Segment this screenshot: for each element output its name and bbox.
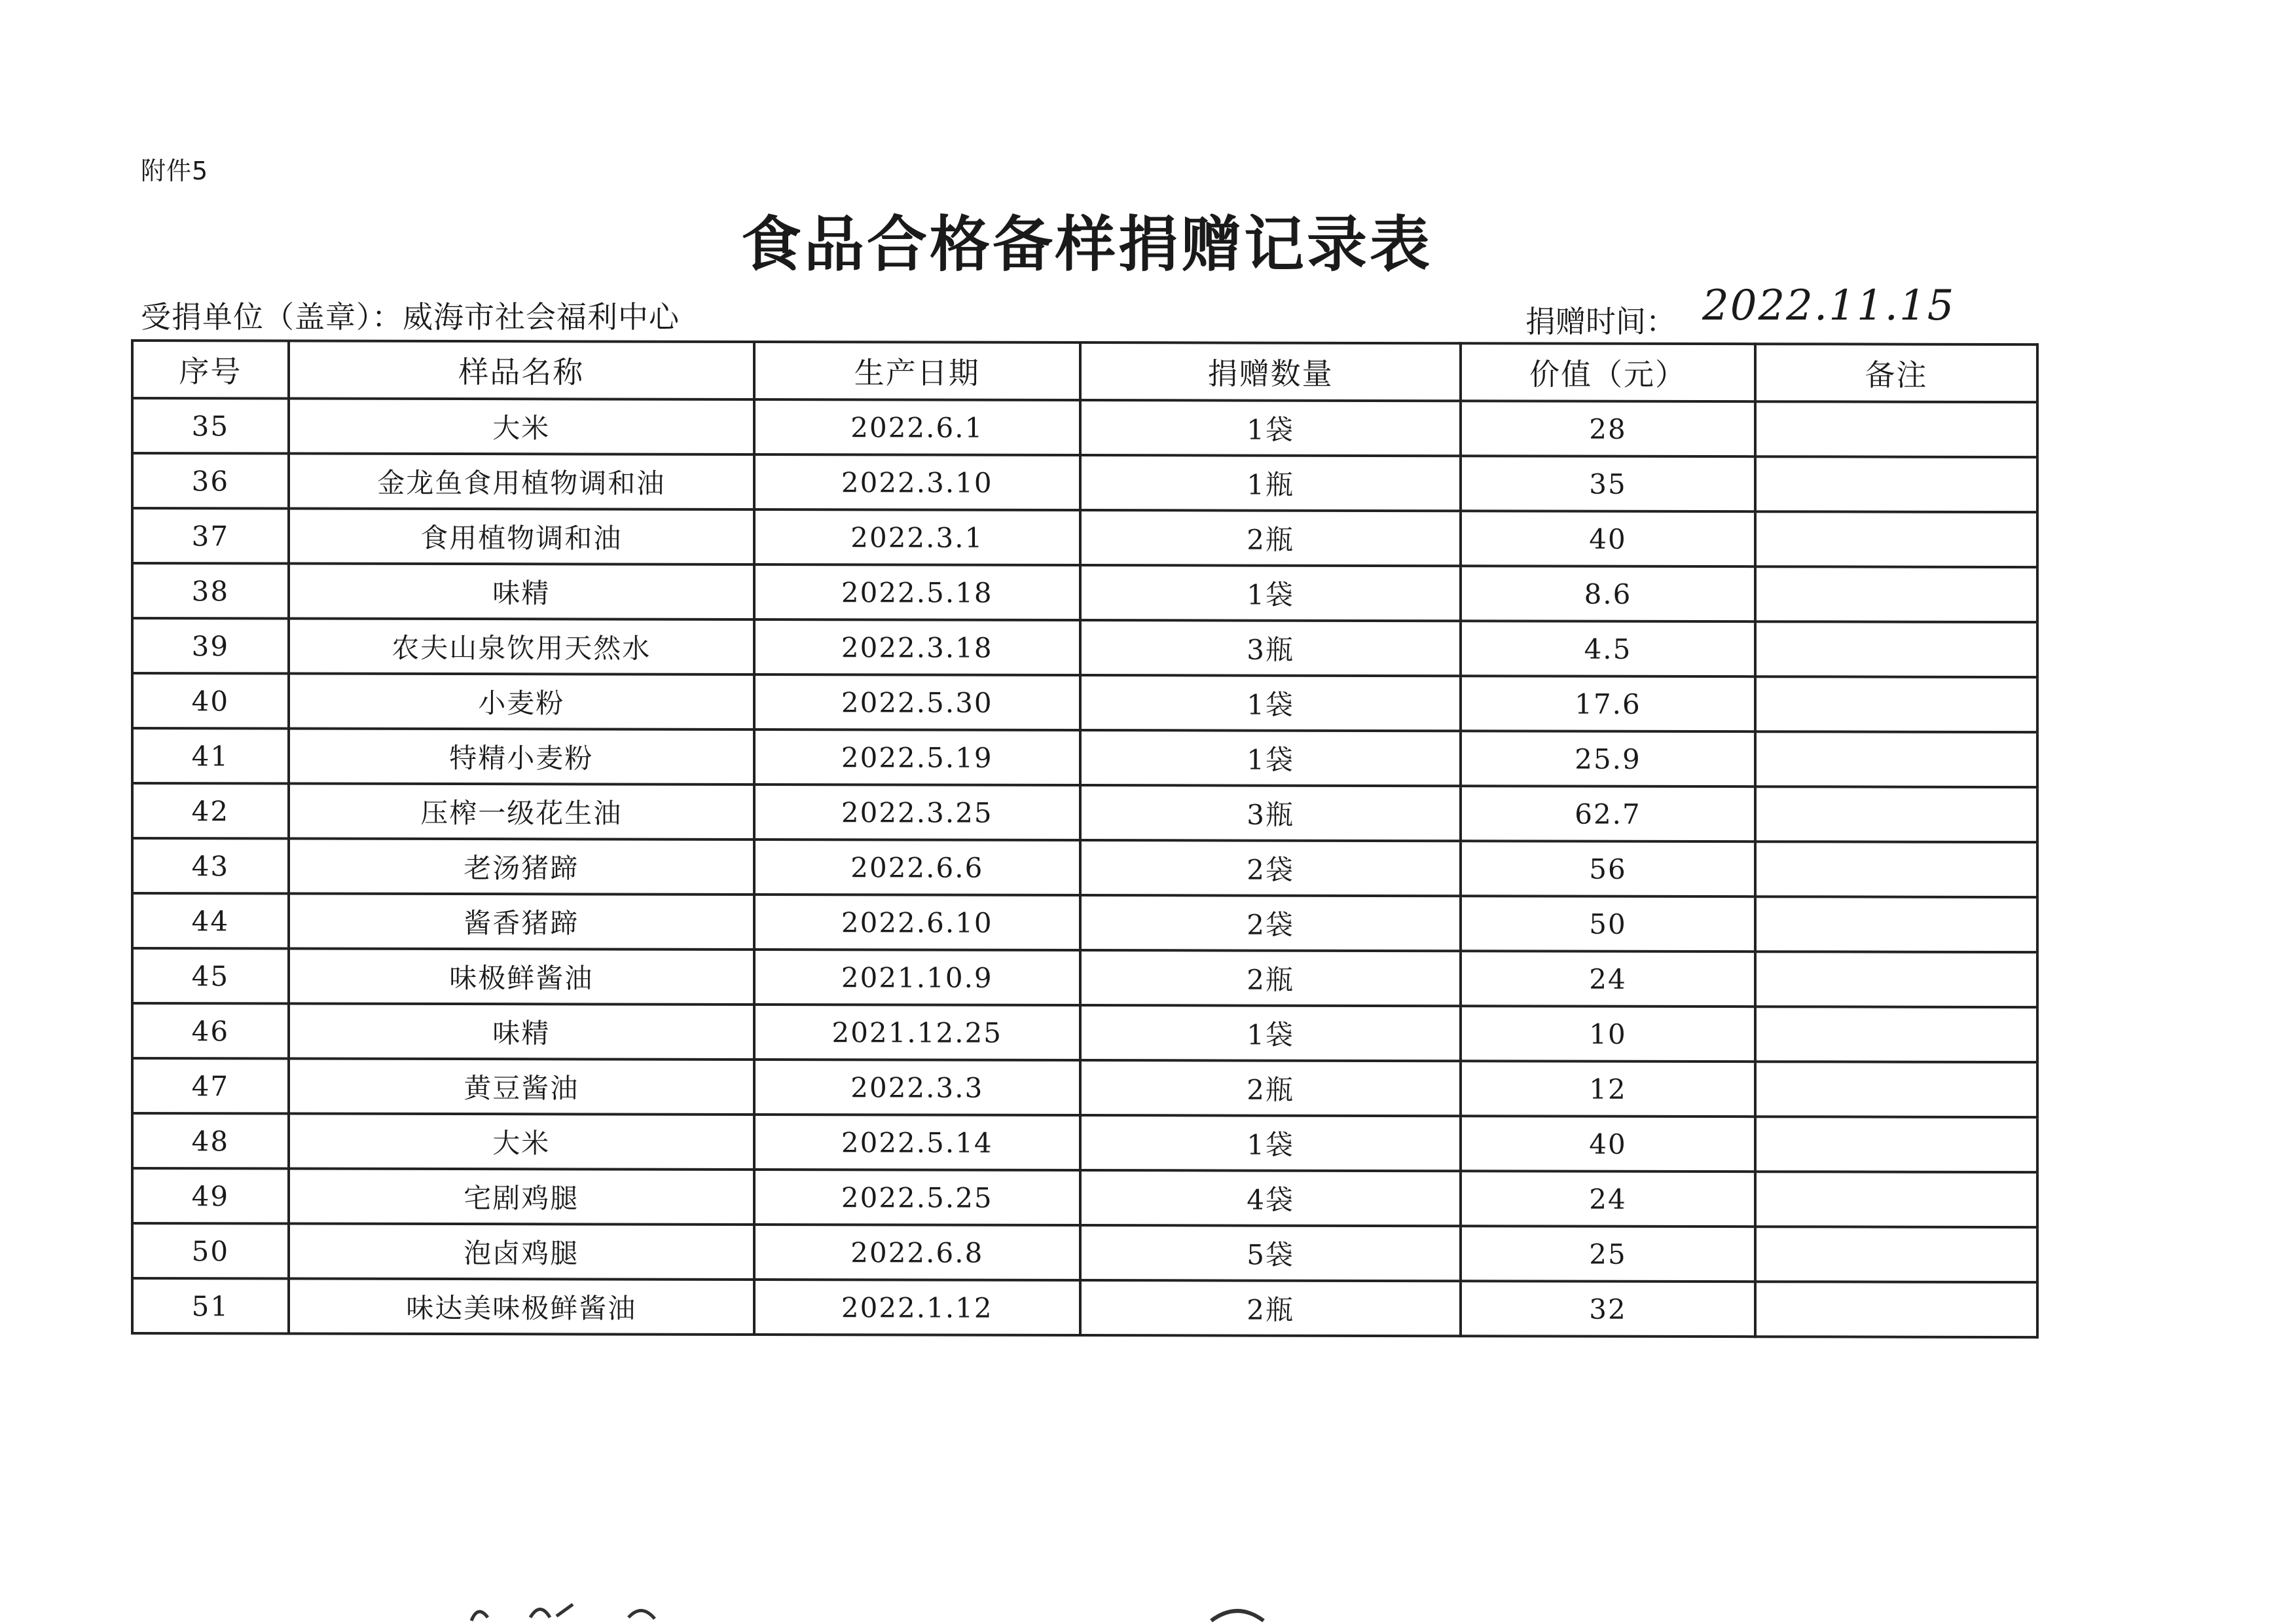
cell-remarks xyxy=(1755,1061,2037,1117)
table-row xyxy=(132,563,2037,622)
cell-value: 4.5 xyxy=(1461,621,1755,676)
document-title: 食品合格备样捐赠记录表 xyxy=(740,210,1432,280)
cell-serial: 38 xyxy=(132,563,289,619)
cell-value: 50 xyxy=(1461,896,1755,951)
cell-remarks xyxy=(1755,676,2037,732)
cell-quantity: 2瓶 xyxy=(1080,510,1461,566)
donation-records-table xyxy=(131,339,2039,1338)
cell-sample-name: 小麦粉 xyxy=(289,674,754,729)
table-row xyxy=(132,783,2037,842)
cell-serial: 41 xyxy=(132,728,289,784)
cell-serial: 49 xyxy=(132,1168,289,1224)
cell-production-date: 2022.5.18 xyxy=(754,564,1080,620)
cell-serial: 46 xyxy=(132,1003,289,1059)
column-header-quantity: 捐赠数量 xyxy=(1080,342,1461,401)
cell-serial: 36 xyxy=(132,453,289,509)
cell-value: 25.9 xyxy=(1461,731,1755,786)
cell-production-date: 2022.3.25 xyxy=(754,784,1080,840)
cell-serial: 35 xyxy=(132,398,289,454)
cell-sample-name: 压榨一级花生油 xyxy=(289,784,754,840)
cell-remarks xyxy=(1755,1172,2037,1227)
table-row xyxy=(132,673,2037,732)
table-row xyxy=(132,508,2037,567)
cell-serial: 40 xyxy=(132,673,289,729)
cell-remarks xyxy=(1755,401,2037,457)
cell-value: 40 xyxy=(1461,511,1755,566)
cell-quantity: 1袋 xyxy=(1080,730,1461,786)
cell-value: 24 xyxy=(1461,951,1755,1006)
cell-value: 25 xyxy=(1461,1226,1755,1282)
table-row xyxy=(132,1003,2037,1062)
attachment-label: 附件5 xyxy=(141,157,209,185)
cell-serial: 42 xyxy=(132,783,289,839)
cell-sample-name: 农夫山泉饮用天然水 xyxy=(289,619,754,674)
cell-value: 40 xyxy=(1461,1116,1755,1172)
table-row xyxy=(132,1223,2037,1282)
cell-remarks xyxy=(1755,896,2037,952)
cell-value: 28 xyxy=(1461,401,1755,456)
cell-sample-name: 大米 xyxy=(289,399,754,454)
cell-quantity: 2瓶 xyxy=(1080,950,1461,1006)
cell-production-date: 2022.6.6 xyxy=(754,840,1080,895)
cell-quantity: 2袋 xyxy=(1080,840,1461,896)
cell-value: 24 xyxy=(1461,1171,1755,1227)
cell-quantity: 2袋 xyxy=(1080,895,1461,951)
table-body xyxy=(132,398,2037,1337)
cell-quantity: 2瓶 xyxy=(1080,1060,1461,1116)
cell-value: 10 xyxy=(1461,1006,1755,1061)
column-header-sample-name: 样品名称 xyxy=(289,341,754,399)
cell-production-date: 2022.6.10 xyxy=(754,895,1080,950)
cell-sample-name: 老汤猪蹄 xyxy=(289,839,754,895)
cell-remarks xyxy=(1755,1227,2037,1282)
cell-production-date: 2022.3.10 xyxy=(754,454,1080,510)
cell-remarks xyxy=(1755,621,2037,677)
table-row xyxy=(132,1113,2037,1172)
cell-sample-name: 食用植物调和油 xyxy=(289,509,754,564)
cell-remarks xyxy=(1755,511,2037,567)
donation-time-label: 捐赠时间： xyxy=(1525,304,1676,339)
cell-quantity: 2瓶 xyxy=(1080,1280,1461,1336)
cell-quantity: 3瓶 xyxy=(1080,620,1461,676)
cell-production-date: 2022.5.30 xyxy=(754,674,1080,730)
cell-quantity: 1瓶 xyxy=(1080,455,1461,511)
column-header-serial: 序号 xyxy=(132,341,289,399)
column-header-value: 价值（元） xyxy=(1461,343,1755,401)
cell-quantity: 3瓶 xyxy=(1080,785,1461,841)
table-row xyxy=(132,398,2037,457)
table-row xyxy=(132,453,2037,512)
cell-serial: 50 xyxy=(132,1223,289,1279)
cell-serial: 43 xyxy=(132,838,289,894)
table-row xyxy=(132,838,2037,897)
cell-serial: 39 xyxy=(132,618,289,674)
cell-serial: 44 xyxy=(132,893,289,949)
cell-quantity: 1袋 xyxy=(1080,1115,1461,1171)
cell-production-date: 2022.5.19 xyxy=(754,729,1080,785)
cell-quantity: 1袋 xyxy=(1080,675,1461,731)
cell-remarks xyxy=(1755,786,2037,842)
cell-quantity: 1袋 xyxy=(1080,400,1461,456)
cell-value: 32 xyxy=(1461,1281,1755,1337)
handwritten-donation-date: 2022.11.15 xyxy=(1702,282,1956,330)
table-row xyxy=(132,893,2037,952)
cell-remarks xyxy=(1755,731,2037,787)
cell-serial: 37 xyxy=(132,508,289,564)
cell-remarks xyxy=(1755,456,2037,512)
cell-remarks xyxy=(1755,841,2037,897)
cell-value: 12 xyxy=(1461,1061,1755,1116)
cell-production-date: 2022.3.3 xyxy=(754,1060,1080,1115)
cell-remarks xyxy=(1755,951,2037,1007)
cell-value: 17.6 xyxy=(1461,676,1755,731)
cell-serial: 48 xyxy=(132,1113,289,1169)
cell-sample-name: 泡卤鸡腿 xyxy=(289,1224,754,1280)
cell-remarks xyxy=(1755,1116,2037,1172)
recipient-unit: 受捐单位（盖章）：威海市社会福利中心 xyxy=(141,299,680,335)
cell-value: 35 xyxy=(1461,456,1755,511)
cell-sample-name: 味精 xyxy=(289,564,754,619)
column-header-production-date: 生产日期 xyxy=(754,342,1080,400)
cell-production-date: 2022.3.18 xyxy=(754,619,1080,675)
table-header-row xyxy=(132,341,2037,402)
cell-sample-name: 宅剧鸡腿 xyxy=(289,1169,754,1225)
cell-remarks xyxy=(1755,1006,2037,1062)
cell-sample-name: 味达美味极鲜酱油 xyxy=(289,1279,754,1335)
table-row xyxy=(132,948,2037,1007)
cell-serial: 45 xyxy=(132,948,289,1004)
cell-serial: 47 xyxy=(132,1058,289,1114)
table-row xyxy=(132,1168,2037,1227)
column-header-remarks: 备注 xyxy=(1755,344,2037,402)
table-row xyxy=(132,728,2037,787)
cell-production-date: 2022.3.1 xyxy=(754,509,1080,565)
cell-remarks xyxy=(1755,566,2037,622)
cell-production-date: 2022.6.8 xyxy=(754,1225,1080,1280)
table-row xyxy=(132,618,2037,677)
cell-quantity: 1袋 xyxy=(1080,1005,1461,1061)
cell-production-date: 2022.5.14 xyxy=(754,1115,1080,1170)
table-row xyxy=(132,1278,2037,1337)
cell-sample-name: 大米 xyxy=(289,1114,754,1170)
partial-stamp-marks xyxy=(458,1591,1375,1624)
table-row xyxy=(132,1058,2037,1117)
cell-serial: 51 xyxy=(132,1278,289,1334)
cell-quantity: 1袋 xyxy=(1080,565,1461,621)
cell-sample-name: 特精小麦粉 xyxy=(289,729,754,784)
cell-value: 8.6 xyxy=(1461,566,1755,621)
cell-sample-name: 味精 xyxy=(289,1004,754,1060)
cell-sample-name: 金龙鱼食用植物调和油 xyxy=(289,454,754,509)
cell-production-date: 2022.5.25 xyxy=(754,1170,1080,1225)
cell-value: 56 xyxy=(1461,841,1755,896)
cell-production-date: 2021.10.9 xyxy=(754,950,1080,1005)
cell-sample-name: 黄豆酱油 xyxy=(289,1059,754,1115)
cell-quantity: 4袋 xyxy=(1080,1170,1461,1226)
cell-production-date: 2021.12.25 xyxy=(754,1005,1080,1060)
cell-quantity: 5袋 xyxy=(1080,1225,1461,1281)
cell-value: 62.7 xyxy=(1461,786,1755,841)
cell-sample-name: 酱香猪蹄 xyxy=(289,894,754,950)
cell-production-date: 2022.6.1 xyxy=(754,399,1080,455)
cell-production-date: 2022.1.12 xyxy=(754,1280,1080,1335)
cell-sample-name: 味极鲜酱油 xyxy=(289,949,754,1005)
cell-remarks xyxy=(1755,1282,2037,1337)
